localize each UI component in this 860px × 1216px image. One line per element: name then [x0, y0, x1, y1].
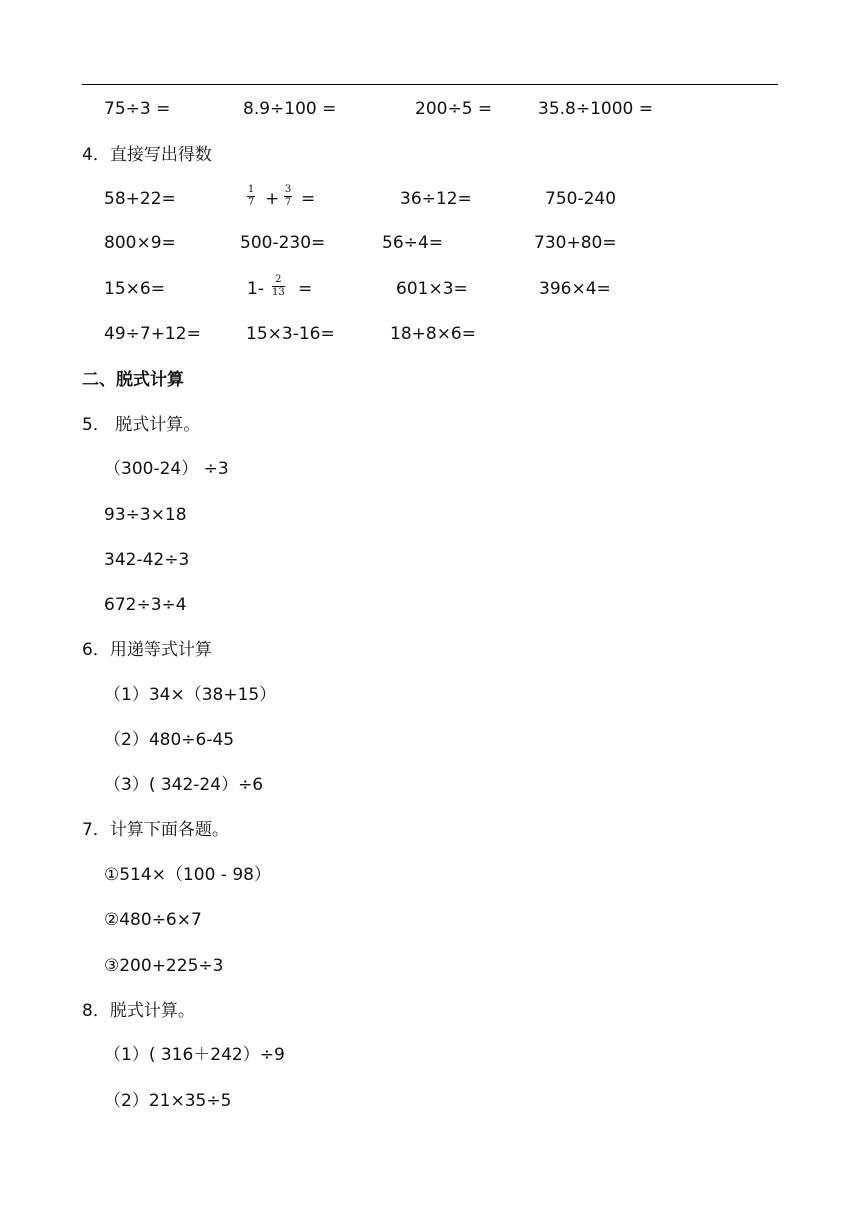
- expression: （2）480÷6-45: [104, 730, 235, 750]
- expression: 75÷3 =: [104, 99, 171, 119]
- expression: 15×6=: [104, 279, 165, 299]
- expression: ②480÷6×7: [104, 910, 202, 930]
- expression: 93÷3×18: [104, 505, 187, 525]
- expression: 672÷3÷4: [104, 595, 187, 615]
- expression: 58+22=: [104, 189, 176, 209]
- fraction-denominator: 7: [284, 197, 292, 208]
- expression: 1-: [247, 279, 264, 299]
- fraction-numerator: 2: [275, 274, 282, 285]
- expression: 342-42÷3: [104, 550, 190, 570]
- question-title: 8．脱式计算。: [82, 1001, 195, 1021]
- expression: 750-240: [545, 189, 617, 209]
- expression: 8.9÷100 =: [243, 99, 337, 119]
- fraction-numerator: 3: [284, 184, 292, 195]
- equals-sign: =: [301, 189, 316, 209]
- expression: ①514×（100 - 98）: [104, 865, 271, 885]
- question-title: 5． 脱式计算。: [82, 415, 201, 435]
- expression: 200÷5 =: [415, 99, 493, 119]
- expression: 500-230=: [240, 233, 326, 253]
- expression: 800×9=: [104, 233, 176, 253]
- expression: 730+80=: [534, 233, 617, 253]
- fraction: [284, 185, 292, 208]
- question-title: 7．计算下面各题。: [82, 820, 229, 840]
- plus-sign: +: [265, 189, 280, 209]
- header-rule: [82, 84, 778, 85]
- expression: 15×3-16=: [246, 324, 335, 344]
- expression: 18+8×6=: [390, 324, 476, 344]
- question-title: 6．用递等式计算: [82, 640, 212, 660]
- fraction-denominator: 13: [272, 287, 285, 298]
- expression: 601×3=: [396, 279, 468, 299]
- expression: （300-24） ÷3: [104, 459, 229, 479]
- expression: 396×4=: [539, 279, 611, 299]
- equals-sign: =: [298, 279, 313, 299]
- expression: 49÷7+12=: [104, 324, 201, 344]
- expression: （1）( 316＋242）÷9: [104, 1045, 285, 1065]
- expression: 35.8÷1000 =: [538, 99, 654, 119]
- question-title: 4．直接写出得数: [82, 145, 212, 165]
- fraction-denominator: 7: [247, 197, 255, 208]
- expression: （3）( 342-24）÷6: [104, 775, 264, 795]
- fraction: [272, 275, 285, 298]
- expression: ③200+225÷3: [104, 956, 224, 976]
- section-title: 二、脱式计算: [82, 370, 184, 390]
- fraction: [247, 185, 255, 208]
- expression: （1）34×（38+15）: [104, 685, 277, 705]
- fraction-numerator: 1: [247, 184, 255, 195]
- expression: （2）21×35÷5: [104, 1091, 232, 1111]
- expression: 36÷12=: [400, 189, 472, 209]
- expression: 56÷4=: [382, 233, 443, 253]
